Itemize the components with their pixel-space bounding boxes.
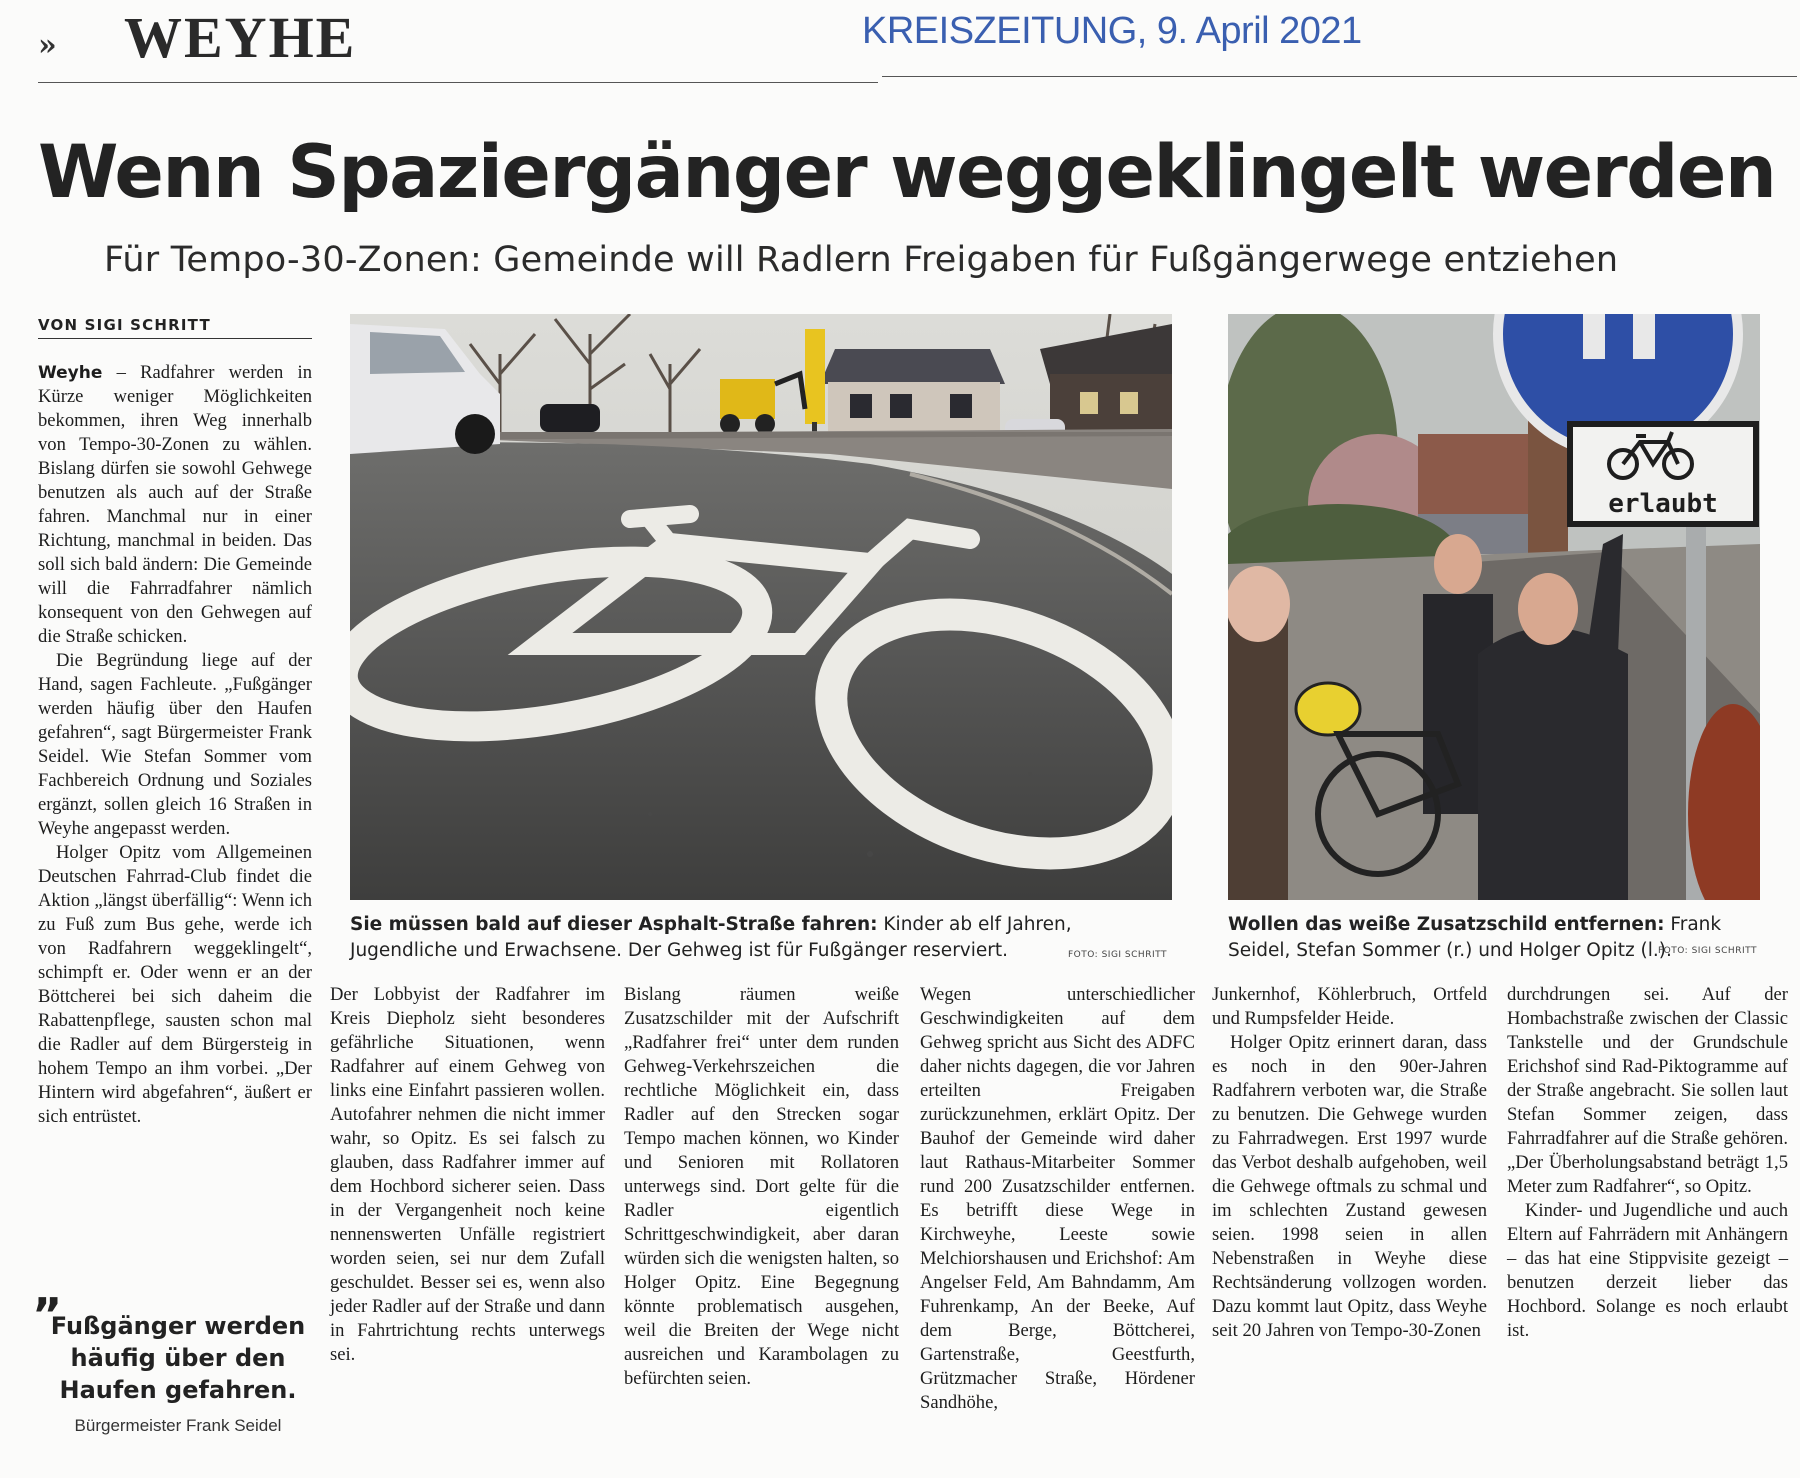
sign-text: erlaubt [1608, 489, 1718, 519]
photo-credit-2: FOTO: SIGI SCHRITT [1658, 946, 1757, 956]
header-rule-left [38, 82, 878, 83]
article-column-1 [38, 361, 312, 1129]
article-column-4 [920, 983, 1195, 1415]
photo-caption-1 [350, 912, 1172, 964]
header-rule-right [882, 76, 1797, 77]
article-paragraph [38, 361, 312, 649]
pull-quote: Fußgänger werden häufig über den Haufen gefahren. [50, 1312, 306, 1404]
newspaper-date: KREISZEITUNG, 9. April 2021 [862, 10, 1362, 52]
article-paragraph: Wegen unterschiedlicher Geschwindigkeiten auf dem Gehweg spricht aus Sicht des ADFC daher nichts dagegen, die vor Jahren erteilten Freigaben zurückzunehmen, erklärt Opitz. Der Bauhof der Gemeinde wird daher laut Rathaus-Mitarbeiter Sommer rund 200 Zusatzschilder entfernen. Es betrifft diese Wege in Kirchweyhe, Leeste sowie Melchiorshausen und Erichshof: Am Angelser Feld, Am Bahndamm, Am Fuhrenkamp, An der Beeke, Auf dem Berge, Böttcherei, Gartenstraße, Geestfurth, Grützmacher Straße, Hördener Sandhöhe, [920, 984, 1195, 1413]
article-paragraph: Junkernhof, Köhlerbruch, Ortfeld und Rumpsfelder Heide. [1212, 984, 1487, 1029]
section-title: WEYHE [124, 5, 357, 70]
article-paragraph: durchdrungen sei. Auf der Hombachstraße zwischen der Classic Tankstelle und der Grundschule Erichshof sind Rad-Piktogramme auf der Straße angebracht. Sie sollen laut Stefan Sommer zeigen, dass Fahrradfahrer auf die Straße gehören. „Der Überholungsabstand beträgt 1,5 Meter zum Radfahrer“, so Opitz. [1507, 984, 1788, 1197]
caption-lead: Wollen das weiße Zusatzschild entfernen: [1228, 914, 1665, 935]
article-paragraph: Die Begründung liege auf der Hand, sagen Fachleute. „Fußgänger werden häufig über den Haufen gefahren“, sagt Bürgermeister Frank Seidel. Wie Stefan Sommer vom Fachbereich Ordnung und Soziales ergänzt, sollen gleich 16 Straßen in Weyhe angepasst werden. [38, 650, 312, 839]
article-subheadline: Für Tempo-30-Zonen: Gemeinde will Radlern Freigaben für Fußgängerwege entziehen [104, 240, 1619, 280]
caption-text: Frank Seidel, Stefan Sommer (r.) und Holger Opitz (l.). [1228, 914, 1722, 961]
photo-credit-1: FOTO: SIGI SCHRITT [1068, 950, 1167, 960]
dateline: Weyhe [38, 363, 103, 383]
quote-mark-icon: ” [32, 1288, 63, 1342]
article-column-2 [330, 983, 605, 1367]
caption-lead: Sie müssen bald auf dieser Asphalt-Straße fahren: [350, 914, 878, 935]
article-headline: Wenn Spaziergänger weggeklingelt werden [38, 130, 1776, 215]
article-paragraph: Holger Opitz vom Allgemeinen Deutschen Fahrrad-Club findet die Aktion „längst überfällig“: Wenn ich zu Fuß zum Bus gehe, werde ich von Radfahrern weggeklingelt“, schimpft er. Oder wenn er an der Böttcherei bei sich daheim die Rabattenpflege, sausten schon mal die Radler auf dem Bürgersteig in hohem Tempo an ihm vorbei. „Der Hintern wird abgefahren“, äußert er sich entrüstet. [38, 842, 312, 1127]
article-column-5 [1212, 983, 1487, 1343]
article-paragraph: Kinder- und Jugendliche und auch Eltern auf Fahrrädern mit Anhängern – das hat eine Stippvisite gezeigt – benutzen derzeit lieber das Hochbord. Solange es noch erlaubt ist. [1507, 1200, 1788, 1341]
section-chevron: » [38, 28, 57, 63]
byline: VON SIGI SCHRITT [38, 316, 211, 334]
photo-caption-2 [1228, 912, 1768, 964]
photo-bike-pictogram-road [350, 314, 1172, 900]
byline-rule [38, 338, 312, 339]
photo-sign-removal [1228, 314, 1760, 900]
article-paragraph: Bislang räumen weiße Zusatzschilder mit der Aufschrift „Radfahrer frei“ unter dem runden Gehweg-Verkehrszeichen die rechtliche Möglichkeit ein, dass Radler auf den Strecken sogar Tempo machen können, wo Kinder und Senioren mit Rollatoren unterwegs sind. Dort gelte für die Radler eigentlich Schrittgeschwindigkeit, aber daran würden sich die wenigsten halten, so Holger Opitz. Eine Begegnung könnte problematisch ausgehen, weil die Breiten der Wege nicht ausreichen und Karambolagen zu befürchten seien. [624, 984, 899, 1389]
article-column-3 [624, 983, 899, 1391]
article-column-6 [1507, 983, 1788, 1343]
caption-text: Kinder ab elf Jahren, Jugendliche und Erwachsene. Der Gehweg ist für Fußgänger reserviert. [350, 914, 1072, 961]
article-paragraph: Der Lobbyist der Radfahrer im Kreis Diepholz sieht besonderes gefährliche Situationen, wenn Radfahrer auf einem Gehweg von links eine Einfahrt passieren wollen. Autofahrer nehmen die nicht immer wahr, so Opitz. Es sei falsch zu glauben, dass Radfahrer immer auf dem Hochbord sicherer seien. Dass in der Vergangenheit noch keine nennenswerten Unfälle registriert worden seien, sei nur dem Zufall geschuldet. Besser sei es, wenn also jeder Radler auf der Straße und dann in Fahrtrichtung rechts unterwegs sei. [330, 984, 605, 1365]
paragraph-text: – Radfahrer werden in Kürze weniger Möglichkeiten bekommen, ihren Weg innerhalb von Tempo-30-Zonen zu wählen. Bislang dürfen sie sowohl Gehwege benutzen als auch auf der Straße fahren. Manchmal nur in einer Richtung, manchmal in beiden. Das soll sich bald ändern: Die Gemeinde will die Fahrradfahrer nämlich konsequent von den Gehwegen auf die Straße schicken. [38, 362, 312, 647]
pull-quote-source: Bürgermeister Frank Seidel [74, 1416, 282, 1435]
article-paragraph: Holger Opitz erinnert daran, dass es noch in den 90er-Jahren Radfahrern verboten war, die Straße zu benutzen. Die Gehwege wurden zu Fahrradwegen. Erst 1997 wurde das Verbot deshalb aufgehoben, weil die Gehwege oftmals zu schmal und im schlechten Zustand gewesen seien. 1998 seien in allen Nebenstraßen in Weyhe diese Rechtsänderung vollzogen worden. Dazu kommt laut Opitz, dass Weyhe seit 20 Jahren von Tempo-30-Zonen [1212, 1032, 1487, 1341]
